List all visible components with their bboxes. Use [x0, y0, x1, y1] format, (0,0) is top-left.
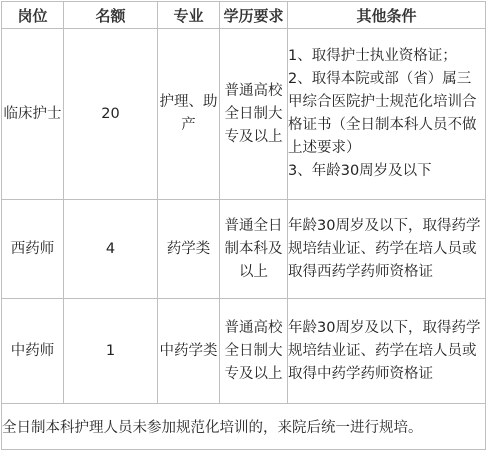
cell-major — [158, 29, 220, 200]
major-line: 药学类 — [166, 240, 211, 257]
cell-conditions — [288, 29, 486, 200]
major-line: 护理、助 — [159, 94, 218, 110]
education-line: 普通全日 — [224, 217, 283, 234]
cell-position: 临床护士 — [2, 29, 64, 200]
header-position: 岗位 — [2, 2, 64, 29]
cell-quota: 4 — [64, 200, 158, 299]
education-line: 全日制大 — [224, 105, 283, 122]
header-major: 专业 — [158, 2, 220, 29]
education-line: 专及以上 — [224, 365, 283, 382]
condition-item: 年龄30周岁及以下，取得药学规培结业证、药学在培人员或取得中药学药师资格证 — [288, 319, 481, 382]
education-line: 以上 — [239, 263, 268, 280]
cell-position: 西药师 — [2, 200, 64, 299]
education-line: 制本科及 — [224, 240, 283, 257]
education-line: 普通高校 — [224, 82, 283, 99]
condition-item: 3、年龄30周岁及以下 — [288, 163, 432, 179]
header-education: 学历要求 — [220, 2, 288, 29]
cell-position: 中药师 — [2, 299, 64, 404]
note-row — [2, 404, 486, 450]
cell-education — [220, 299, 288, 404]
condition-item: 1、取得护士执业资格证； — [288, 48, 457, 64]
education-line: 专及以上 — [224, 128, 283, 145]
cell-quota: 20 — [64, 29, 158, 200]
table-row — [2, 200, 486, 299]
major-line: 中药学类 — [159, 342, 218, 359]
recruitment-table — [1, 1, 486, 450]
cell-conditions — [288, 200, 486, 299]
header-row — [2, 2, 486, 29]
major-line: 产 — [181, 117, 196, 133]
education-line: 普通高校 — [224, 319, 283, 336]
condition-item: 2、取得本院或部（省）属三甲综合医院护士规范化培训合格证书（全日制本科人员不做上述要求） — [288, 71, 477, 156]
condition-item: 年龄30周岁及以下，取得药学规培结业证、药学在培人员或取得西药学药师资格证 — [288, 217, 481, 280]
education-line: 全日制大 — [224, 342, 283, 359]
table-row — [2, 299, 486, 404]
cell-major — [158, 200, 220, 299]
header-quota: 名额 — [64, 2, 158, 29]
header-conditions: 其他条件 — [288, 2, 486, 29]
cell-education — [220, 200, 288, 299]
table-row — [2, 29, 486, 200]
cell-major — [158, 299, 220, 404]
cell-education — [220, 29, 288, 200]
table-note: 全日制本科护理人员未参加规范化培训的，来院后统一进行规培。 — [2, 404, 486, 450]
cell-quota: 1 — [64, 299, 158, 404]
cell-conditions — [288, 299, 486, 404]
